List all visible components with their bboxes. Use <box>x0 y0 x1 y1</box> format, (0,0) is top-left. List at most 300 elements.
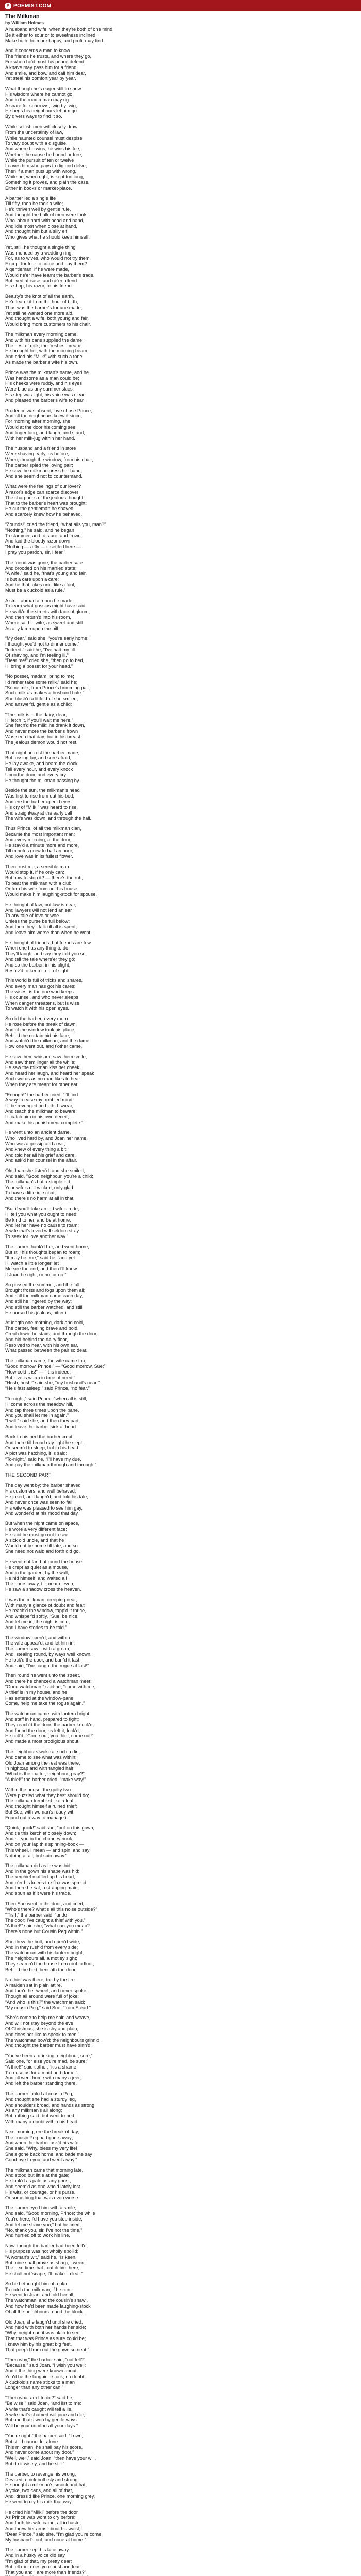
poem-line: But love is warm in time of need.” <box>5 1375 75 1380</box>
poem-line: So he bethought him of a plan <box>5 2281 69 2286</box>
poem-line: “You're right,” the barber said, “I own; <box>5 2433 84 2439</box>
poem-line: “My dear,” said she, “you're early home; <box>5 636 89 641</box>
poem-line: The barber spied the loving pair; <box>5 462 73 468</box>
poem-line: “A wife,” said he, “that's young and fair, <box>5 571 87 577</box>
poem-line: How one went out, and t'other came. <box>5 1044 83 1049</box>
poem-line: But when the night came on apace, <box>5 1521 80 1527</box>
poem-line: Whether the cause be bound or free; <box>5 151 83 157</box>
poem-line: To beat the milkman with a club, <box>5 880 73 886</box>
poem-line: The kerchief muffled up his head, <box>5 1874 75 1879</box>
poem-line: Old Joan she listen'd, and she smiled, <box>5 1168 85 1174</box>
poem-line: Next morning, ere the break of day, <box>5 2129 79 2134</box>
poem-line: “He's fast asleep,” said Prince, “no fear.” <box>5 1386 90 1392</box>
poem-line: He crept as quiet as a mouse, <box>5 1564 69 1570</box>
poem-line: Prudence was absent, love chose Prince, <box>5 408 92 413</box>
poem-line: The wife was down, and through the hall. <box>5 816 92 821</box>
poem-line: A husband and wife, when they're both of one mind, <box>5 27 114 32</box>
poem-line: The cousin Peg had gone away; <box>5 2134 73 2140</box>
poem-line: Would make him laughing-stock for spouse. <box>5 891 97 897</box>
poem-line: He went unto an ancient dame, <box>5 1130 71 1136</box>
stanza <box>5 2281 222 2315</box>
poem-line: Me see the end, and then I'll know <box>5 1266 77 1272</box>
poem-line: Brought frosts and fogs upon them all; <box>5 1287 86 1293</box>
poem-line: His wits, or courage, or his purse, <box>5 2189 76 2195</box>
poem-line: It was the milkman, creeping near, <box>5 1597 77 1602</box>
poem-line: Prince was the milkman's name, and he <box>5 369 89 375</box>
poem-line: And she seem'd not to countermand. <box>5 473 83 479</box>
stanza <box>5 2433 222 2467</box>
poem-line: Be kind to her, and be at home, <box>5 1217 71 1223</box>
poem-line: And never come about my door.” <box>5 2450 74 2455</box>
poem-line: The barber look'd at cousin Peg, <box>5 2091 73 2096</box>
poem-line: “You've been a drinking, neighbour, sure,” <box>5 2053 93 2059</box>
poem-line: The watchman, and the cousin's shawl, <box>5 2298 88 2303</box>
poem-line: No thief was there; but by the fire <box>5 1977 75 1982</box>
poem-line: A knave may pass him for a friend, <box>5 64 78 70</box>
poem-line: And if the thing were known about, <box>5 2368 78 2374</box>
stanza <box>5 1521 222 1554</box>
poem-line: And whisper'd softly, “Sue, be nice, <box>5 1614 79 1619</box>
poem-line: He stay'd a minute more and more, <box>5 842 79 848</box>
poem-line: Crept down the stairs, and through the door, <box>5 1331 98 1336</box>
poem-line: By divers ways to find it so. <box>5 114 62 120</box>
poemist-logo-icon: P <box>5 3 11 9</box>
stanza <box>5 1711 222 1744</box>
poem-line: And love was in its fullest flower. <box>5 854 73 859</box>
poem-line: His step was light, his voice was clear, <box>5 392 86 398</box>
poem-line: The wisest is the one who keeps <box>5 989 74 994</box>
poem-line: “Well, well,” said Joan, “then have your will, <box>5 2455 96 2461</box>
poem-line: Were shaving early, as before, <box>5 451 69 457</box>
poem-line: And where he wins, he wins his fee, <box>5 146 81 152</box>
poem-line: He saw a shadow cross the heaven. <box>5 1587 81 1592</box>
poem-line: “A woman's wit,” said he, “is keen, <box>5 2254 77 2260</box>
poem-line: And does not like to speak to men.” <box>5 2031 80 2037</box>
poem-line: Was seen that day; but in his breast <box>5 734 80 740</box>
poem-line: Became the most important man; <box>5 832 75 837</box>
poem-title: The Milkman <box>5 13 40 20</box>
poem-line: To catch the milkman, if he can; <box>5 2286 72 2292</box>
stanza <box>5 940 222 974</box>
poem-line: “She's come to help me spin and weave, <box>5 2015 91 2021</box>
stanza <box>5 446 222 479</box>
poem-line: Who labour hard with head and hand, <box>5 217 85 223</box>
poem-line: Who lived hard by, and Joan her name, <box>5 1136 88 1141</box>
stanza <box>5 1206 222 1240</box>
poem-line: And stood but little at the gate; <box>5 2173 70 2178</box>
poem-line: And scarcely knew how he behaved. <box>5 512 83 517</box>
poem-line: A cuckold's name sticks to a man <box>5 2379 75 2385</box>
poem-line: This milkman; he shall pay his score, <box>5 2444 83 2450</box>
poem-line: “Enough!” the barber cried; “I'll find <box>5 1092 78 1097</box>
poem-line: To seek for love another way.” <box>5 1234 68 1239</box>
poem-line: The milkman did as he was bid, <box>5 1863 72 1869</box>
stanza <box>5 124 222 191</box>
poem-line: Yet still he wanted one more aid, <box>5 310 74 316</box>
poem-line: “Zounds!” cried the friend, “what ails you, man?” <box>5 521 106 527</box>
poem-line: When, through the window, from his chair, <box>5 456 93 462</box>
poem-line: And I have stories to be told.” <box>5 1624 67 1630</box>
poem-line: This world is full of tricks and snares, <box>5 978 83 984</box>
poem-line: Then round he went unto the street, <box>5 1673 80 1679</box>
poem-line: Found out a way to manage it. <box>5 1815 69 1820</box>
part-heading: THE SECOND PART <box>5 1472 52 1478</box>
poem-line: And threw her arms about his waist; <box>5 2526 81 2531</box>
poem-line: And held with both her hands her side; <box>5 2325 86 2330</box>
poem-line: Leaves him who pays to dig and delve; <box>5 163 87 168</box>
poem-line: And cried his “Milk!” with such a tone <box>5 354 83 360</box>
poem-line: And left the barber standing there. <box>5 2081 77 2087</box>
poem-line: Except for fear to come and buy them? <box>5 261 87 267</box>
poem-line: Make both the more happy, and profit may find. <box>5 38 104 43</box>
poem-line: My husband's out, and none at home.” <box>5 2537 86 2543</box>
poem-line: I pray you pardon, sir, I fear.” <box>5 549 65 555</box>
poem-line: Then if a man puts up with wrong, <box>5 168 76 174</box>
poem-line: From the uncertainty of law, <box>5 129 63 135</box>
poem-line: He saw the milkman press her hand, <box>5 468 83 473</box>
poem-line: The barber saw it with a groan, <box>5 1646 71 1652</box>
poem-line: As any lamb upon the hill. <box>5 625 60 631</box>
poem-line: In nightcap and with tangled hair; <box>5 1766 75 1771</box>
poem-line: As made the barber's wife his own. <box>5 360 79 365</box>
poem-line: “A thief!” said she; “what can you mean? <box>5 1923 90 1929</box>
stanza <box>5 1016 222 1049</box>
poem-line: And you shall let me in again.” <box>5 1413 69 1418</box>
poem-line: That night no rest the barber made, <box>5 750 80 755</box>
poem-line: And every morning, at the door, <box>5 837 72 842</box>
poem-line: And hid behind the dairy floor, <box>5 1336 68 1342</box>
poem-line: The milkman every morning came, <box>5 332 78 337</box>
stanza <box>5 1054 222 1088</box>
poem-line: The jealous demon would not rest. <box>5 739 78 745</box>
poem-line: That that was Prince as sure could be; <box>5 2336 86 2342</box>
stanza <box>5 48 222 81</box>
poem-line: And there till broad day-light he slept, <box>5 1439 84 1445</box>
poem-line: And thought the barber must have sinn'd. <box>5 2043 92 2048</box>
poem-header <box>5 13 44 25</box>
poem-line: Were blue as any summer skies; <box>5 386 74 392</box>
poem-line: And wonder'd at his mood that day. <box>5 1511 79 1516</box>
poem-line: A sick old uncle, and that he <box>5 1537 64 1543</box>
poem-line: To rouse us for a maid and dame.” <box>5 2070 77 2075</box>
poem-line: “How cold it is!” — “It is indeed; <box>5 1369 71 1375</box>
poem-line: The window open'd; and within <box>5 1635 70 1640</box>
stanza <box>5 2167 222 2201</box>
stanza <box>5 674 222 707</box>
poem-line: And still the milkman came each day, <box>5 1293 83 1299</box>
stanza <box>5 408 222 442</box>
poem-line: Or turn his wife from out his house, <box>5 886 79 892</box>
poem-line: His wisdom where he cannot go, <box>5 91 74 97</box>
poem-line: To watch it with his open eyes. <box>5 1006 70 1011</box>
poem-line: A wife that's loved will seldom stray <box>5 1228 79 1234</box>
poem-line: And then they'll talk till all is spent, <box>5 924 77 929</box>
poem-line: And there he chanced a watchman meet; <box>5 1679 92 1684</box>
poem-line: And smile, and bow, and call him dear, <box>5 70 86 76</box>
poem-line: Of shaving, and I'm feeling ill.” <box>5 652 69 658</box>
poem-line: I'll bring a posset for your head.” <box>5 664 73 669</box>
stanza <box>5 598 222 632</box>
poem-line: The day went by; the barber shaved <box>5 1483 81 1488</box>
poem-line: But Sue, with woman's ready wit, <box>5 1809 75 1815</box>
poem-line: Who was a gossip and a wit, <box>5 1141 65 1147</box>
poem-line: And said, “Good morning, Prince; the while <box>5 2211 95 2216</box>
poem-line: “Indeed,” said he, “I've had my fill <box>5 647 75 652</box>
poem-line: What were the feelings of our lover? <box>5 484 81 489</box>
poem-line: He rose before the break of dawn, <box>5 1021 77 1027</box>
poem-line: His cry of “Milk!” was heard to rise, <box>5 804 78 810</box>
poem-line: He joked, and laugh'd, and told his tale, <box>5 1494 88 1500</box>
poem-line: And thought she had a sturdy leg, <box>5 2096 76 2102</box>
poem-line: The milkman trembled like a leaf, <box>5 1798 75 1804</box>
stanza <box>5 1244 222 1278</box>
poem-line: They search'd the house from roof to floor, <box>5 1961 94 1967</box>
poem-line: While selfish men will closely draw <box>5 124 78 129</box>
poem-line: Of all the neighbours round the block. <box>5 2309 84 2314</box>
poem-line: Would ne'er have learnt the barber's trade, <box>5 272 95 278</box>
poem-line: He thought the milkman passing by. <box>5 777 80 783</box>
stanza <box>5 27 222 43</box>
poem-line: His purpose was not wholly spoil'd; <box>5 2248 79 2254</box>
poem-line: “The milk is in the dairy, dear, <box>5 711 67 717</box>
poem-line: Would not be home till late, and so <box>5 1543 78 1549</box>
poem-line: But tell me, does your husband fear <box>5 2564 80 2569</box>
poem-line: He bought a milkman's smock and hat, <box>5 2482 87 2488</box>
stanza <box>5 1635 222 1669</box>
poem-line: “Some milk, from Prince's brimming pail, <box>5 685 90 690</box>
poem-line: And leave him worse than when he went. <box>5 929 92 935</box>
stanza <box>5 750 222 784</box>
stanza <box>5 484 222 517</box>
poem-line: A yoke, two cans, and all of that, <box>5 2488 73 2494</box>
poem-line: The watchman with his lantern bright, <box>5 1950 84 1956</box>
poem-line: Beauty's the knot of all the earth, <box>5 294 74 299</box>
poem-line: And pleased the barber's wife to hear. <box>5 397 85 403</box>
poem-line: And with his cans supplied the dame; <box>5 337 84 343</box>
poem-line: When they are meant for other ear. <box>5 1081 79 1087</box>
poem-line: The friends he trusts, and where they go, <box>5 54 91 59</box>
stanza <box>5 2015 222 2048</box>
poem-line: And sit you in the chimney nook, <box>5 1836 74 1842</box>
poem-author[interactable]: by William Holmes <box>5 20 44 25</box>
poem-line: And thought a wife, both young and fair, <box>5 316 89 321</box>
poem-line: Devised a trick both sly and strong; <box>5 2477 79 2482</box>
poem-part-one <box>5 27 222 1467</box>
poem-line: The milkman came; the wife came too; <box>5 1358 87 1364</box>
poem-line: And idle most when close at hand, <box>5 223 77 229</box>
poem-line: “'Tis I,” the barber said; “undo <box>5 1912 67 1918</box>
poem-line: Nothing at all, but spin away.” <box>5 1853 67 1858</box>
poem-line: To any tale of love or woe <box>5 913 59 919</box>
poem-line: Unless the purse be full below; <box>5 919 70 924</box>
stanza <box>5 864 222 897</box>
poem-line: His wife was pleased to see him gay, <box>5 1505 83 1511</box>
poem-line: Something it proves, and plain the case, <box>5 179 90 185</box>
poem-line: Is but a care upon a care; <box>5 577 59 582</box>
stanza <box>5 245 222 289</box>
poem-line: He saw the milkman kiss her cheek, <box>5 1065 81 1071</box>
poem-line: I knew him by his great big feet, <box>5 2341 72 2347</box>
poem-line: The barber, feeling brave and bold, <box>5 1326 79 1331</box>
poem-line: And saw them linger all the while; <box>5 1059 76 1065</box>
poem-line: The husband and a friend in store <box>5 446 76 451</box>
poem-line: Thus Prince, of all the milkman clan, <box>5 826 81 832</box>
poem-line: And tie this kerchief closely down; <box>5 1831 76 1836</box>
poem-line: Would bring more customers to his chair. <box>5 321 91 327</box>
stanza <box>5 1901 222 1935</box>
stanza <box>5 1939 222 1973</box>
poem-line: While the pursuit of ten or twelve <box>5 157 74 163</box>
poem-line: And forth his wife came, all in haste, <box>5 2520 81 2526</box>
stanza <box>5 294 222 327</box>
poem-line: And it concerns a man to know <box>5 48 70 54</box>
stanza <box>5 2053 222 2087</box>
poem-line: But still his thoughts began to roam; <box>5 1249 81 1255</box>
poem-line: The wife appear'd, and let him in; <box>5 1640 75 1646</box>
poem-line: He'd learnt it from the hour of birth; <box>5 299 78 305</box>
poem-line: But how to stop it? — there's the rub; <box>5 875 83 880</box>
stanza <box>5 86 222 120</box>
poem-line: His customers, and well behaved; <box>5 1488 76 1494</box>
stanza <box>5 2510 222 2543</box>
poem-line: She drew the bolt, and open'd wide, <box>5 1939 80 1944</box>
poem-line: But nothing said, but went to bed, <box>5 2113 76 2119</box>
poem-line: The milkman's but a simple lad, <box>5 1179 72 1184</box>
poem-line: And linger long, and laugh, and stand, <box>5 430 85 435</box>
poem-line: The neighbours woke at such a din, <box>5 1749 80 1754</box>
poem-line: Behind the curtain hid his face, <box>5 1032 70 1038</box>
poem-line: The best of milk, the freshest cream, <box>5 343 82 348</box>
stanza <box>5 1597 222 1631</box>
poem-line: And seem'd as one who'd lately lost <box>5 2183 80 2189</box>
poem-line: A maiden sat in plain attire, <box>5 1982 62 1988</box>
poem-line: While he, when right, is kept too long, <box>5 174 84 180</box>
poem-line: “I will,” said she; and then they part, <box>5 1418 80 1424</box>
poem-line: There's none but Cousin Peg within.” <box>5 1929 83 1935</box>
poem-line: But mine shall prove as sharp, I ween; <box>5 2260 86 2265</box>
site-logo[interactable] <box>5 3 51 9</box>
poem-line: And there's no harm at all in that. <box>5 1196 75 1201</box>
poem-line: If Joan be right, or no, or no.” <box>5 1272 67 1277</box>
poem-line: Was mended by a wedding ring; <box>5 250 73 256</box>
poem-line: He cried his “Milk!” before the door, <box>5 2509 79 2515</box>
poem-line: “A thief!” said t'other, “it's a shame <box>5 2064 76 2070</box>
poem-line: Resolv'd to keep it out of sight. <box>5 968 70 973</box>
poem-line: “To-night,” said he, “I'll have my due, <box>5 1456 81 1462</box>
poem-line: And found the door, as left it, lock'd; <box>5 1727 80 1733</box>
poem-line: Will be your comfort all your days.” <box>5 2423 78 2429</box>
poem-line: Or something that was even worse. <box>5 2195 80 2200</box>
poem-line: This wheel, I mean — and spin, and say <box>5 1847 90 1853</box>
poem-line: Yet steal his comfort year by year. <box>5 76 76 81</box>
poem-line: That you and I are more than friends?” <box>5 2569 86 2575</box>
poem-line: He saw them whisper, saw them smile, <box>5 1054 87 1059</box>
poem-line: The sharpness of the jealous thought <box>5 495 84 500</box>
poem-line: And answer'd, gentle as a child: <box>5 702 72 707</box>
stanza <box>5 2357 222 2391</box>
poem-line: “And who is this?” the watchman said; <box>5 1999 85 2005</box>
poem-line: “Be wise,” said Joan, “and list to me: <box>5 2401 82 2406</box>
poem-line: Would stop it, if he only can; <box>5 869 64 875</box>
poem-line: A barber led a single life <box>5 195 56 201</box>
poem-line: And make his punishment complete.” <box>5 1120 84 1125</box>
stanza <box>5 560 222 594</box>
poem-line: At length one morning, dark and cold, <box>5 1320 84 1326</box>
poem-line: And straightway at the early call <box>5 810 72 816</box>
poem-line: And hurried off to work his line. <box>5 2233 70 2239</box>
stanza <box>5 1130 222 1163</box>
poem-line: And shoulders broad, and hands as strong <box>5 2102 95 2108</box>
poem-line: And in the garden, by the wall, <box>5 1570 69 1575</box>
poem-line: Must be a cuckold as a rule.” <box>5 587 66 593</box>
poem-line: The friend was gone; the barber sate <box>5 560 83 565</box>
poem-line: What though he's eager still to show <box>5 86 81 92</box>
poem-line: And o'er his knees the flax was spread; <box>5 1879 88 1885</box>
poem-line: That peep'd from out the gown so neat.” <box>5 2347 89 2352</box>
stanza <box>5 1358 222 1392</box>
stanza <box>5 978 222 1011</box>
poem-line: “Good watchman,” said he, “come with me, <box>5 1684 96 1689</box>
poem-line: I'll be revenged on both, I swear, <box>5 1103 73 1109</box>
stanza <box>5 1977 222 2011</box>
poem-line: “What is the matter, neighbour, pray?” <box>5 1771 85 1777</box>
poem-line: Beside the sun, the milkman's head <box>5 788 80 793</box>
stanza <box>5 1168 222 1201</box>
poem-line: Be it either to sour or to sweetness inclined, <box>5 32 97 38</box>
poem-line: As Prince was wont to cry before; <box>5 2515 76 2520</box>
stanza <box>5 1320 222 1353</box>
poem-line: Were puzzled what they best should do; <box>5 1792 89 1798</box>
poem-line: A stroll abroad at noon he made, <box>5 598 74 603</box>
poem-line: For, as to wives, who would not try them, <box>5 256 91 261</box>
poem-line: “A thief!” the barber cried, “make way!” <box>5 1776 86 1782</box>
poem-line: Longer than any other can.” <box>5 2385 63 2391</box>
poem-line: And let me in, the night is cold, <box>5 1619 70 1625</box>
poem-line: And tell the tale where'er they go; <box>5 956 76 962</box>
poem-line: His cheeks were ruddy, and his eyes <box>5 381 82 386</box>
poem-line: “Why, neighbour, it was plain to see <box>5 2330 80 2336</box>
poem-line: The milkman came that morning late, <box>5 2167 84 2173</box>
poem-line: Thus was the barber's fortune made, <box>5 304 83 310</box>
poem-line: And in they rush'd from every side; <box>5 1944 78 1950</box>
poem-line: I'd rather take some milk,” said he; <box>5 679 78 685</box>
poem-line: And leave the barber sick at heart. <box>5 1423 77 1429</box>
poem-line: Said one, “or else you're mad, be sure;” <box>5 2059 89 2064</box>
poem-line: He brought her, with the morning beam, <box>5 348 89 354</box>
poem-line: And when the barber ask'd his wife, <box>5 2140 80 2146</box>
poem-line: “Nothing,” he said, and he began <box>5 527 74 533</box>
poem-line: And still the barber watched, and still <box>5 1304 83 1310</box>
poem-line: Of Christmas; she is shy and plain, <box>5 2026 78 2032</box>
poem-line: He reach'd the window, tapp'd it thrice, <box>5 1608 86 1614</box>
poem-line: A wife that's shamed will pine and die; <box>5 2412 85 2417</box>
poem-line: “No posset, madam, bring to me; <box>5 674 74 680</box>
poem-line: Yet, still, he thought a single thing <box>5 244 76 250</box>
poem-line: His shop, his razor, or his friend. <box>5 283 73 289</box>
poem-line: The neighbours all, a motley sight; <box>5 1956 77 1961</box>
poem-line: To learn what gossips might have said; <box>5 603 87 609</box>
poem-line: Come, help me take the rogue again.” <box>5 1701 85 1706</box>
poem-line: His counsel, and who never sleeps <box>5 994 78 1000</box>
stanza <box>5 1787 222 1821</box>
poem-line: And turn'd her wheel, and never spoke, <box>5 1988 88 1994</box>
poem-line: The door; I've caught a thief with you.” <box>5 1918 86 1923</box>
poem-line: To vary doubt with a disguise, <box>5 141 68 146</box>
poem-line: He cut the gentleman he shaved, <box>5 506 75 512</box>
poem-line: “Dear me!” cried she, “then go to bed, <box>5 658 85 664</box>
poem-line: The barber, to revenge his wrong, <box>5 2471 76 2477</box>
poem-line: Where sat his wife, as sweet and still <box>5 620 83 625</box>
